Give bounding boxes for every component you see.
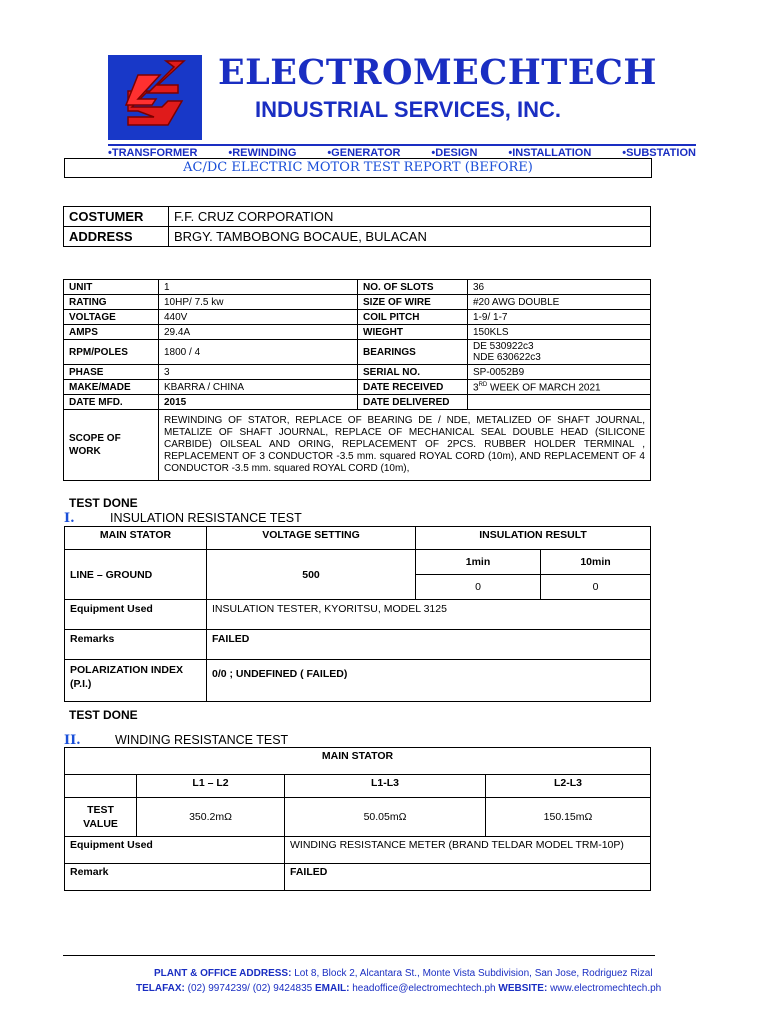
service-item: •TRANSFORMER xyxy=(108,147,198,159)
footer-address xyxy=(154,968,653,979)
equipment-label: Equipment Used xyxy=(65,600,207,630)
empty-cell xyxy=(65,775,137,798)
company-name: ELECTROMECHTECH xyxy=(218,52,657,93)
spec-value xyxy=(468,340,651,365)
col-header: L1 – L2 xyxy=(137,775,285,798)
equipment-value: WINDING RESISTANCE METER (BRAND TELDAR MODEL TRM-10P) xyxy=(285,837,651,864)
spec-value: 440V xyxy=(159,310,358,325)
remark-value: FAILED xyxy=(285,864,651,891)
header-divider xyxy=(108,144,696,146)
spec-label: DATE RECEIVED xyxy=(358,380,468,395)
spec-label: RATING xyxy=(64,295,159,310)
value-l2l3: 150.15mΩ xyxy=(486,798,651,837)
col-header: INSULATION RESULT xyxy=(416,527,651,550)
costumer-value: F.F. CRUZ CORPORATION xyxy=(169,207,651,227)
remark-label: Remark xyxy=(65,864,285,891)
spec-value xyxy=(468,395,651,410)
spec-label: UNIT xyxy=(64,280,159,295)
bearings-de: DE 530922c3 xyxy=(473,341,534,352)
col-header: 10min xyxy=(541,550,651,575)
company-logo xyxy=(108,55,202,140)
spec-label: MAKE/MADE xyxy=(64,380,159,395)
service-item: •DESIGN xyxy=(431,147,478,159)
spec-value: 2015 xyxy=(159,395,358,410)
col-header: L1-L3 xyxy=(285,775,486,798)
value-l1l3: 50.05mΩ xyxy=(285,798,486,837)
telafax-label: TELAFAX: xyxy=(136,983,185,994)
plant-label: PLANT & OFFICE ADDRESS: xyxy=(154,968,292,979)
col-header: MAIN STATOR xyxy=(65,527,207,550)
spec-value: 29.4A xyxy=(159,325,358,340)
spec-value: 1 xyxy=(159,280,358,295)
spec-value: 36 xyxy=(468,280,651,295)
spec-label: SERIAL NO. xyxy=(358,365,468,380)
report-title: AC/DC ELECTRIC MOTOR TEST REPORT (BEFORE) xyxy=(64,158,652,178)
footer-contact xyxy=(136,983,661,994)
spec-label: PHASE xyxy=(64,365,159,380)
insulation-table xyxy=(64,526,651,702)
col-header: MAIN STATOR xyxy=(65,748,651,775)
email-label: EMAIL: xyxy=(315,983,350,994)
spec-value: KBARRA / CHINA xyxy=(159,380,358,395)
received-num: 3 xyxy=(473,382,479,394)
result-1min: 0 xyxy=(416,575,541,600)
equipment-value: INSULATION TESTER, KYORITSU, MODEL 3125 xyxy=(207,600,651,630)
spec-value: SP-0052B9 xyxy=(468,365,651,380)
telafax-value: (02) 9974239/ (02) 9424835 xyxy=(184,983,315,994)
email-link[interactable]: headoffice@electromechtech.ph xyxy=(349,983,499,994)
pi-label: POLARIZATION INDEX (P.I.) xyxy=(65,660,207,702)
bearings-nde: NDE 630622c3 xyxy=(473,352,541,363)
spec-label: BEARINGS xyxy=(358,340,468,365)
spec-label: VOLTAGE xyxy=(64,310,159,325)
spec-value: 150KLS xyxy=(468,325,651,340)
voltage-value: 500 xyxy=(207,550,416,600)
service-item: •GENERATOR xyxy=(327,147,401,159)
spec-value: 1-9/ 1-7 xyxy=(468,310,651,325)
spec-label: AMPS xyxy=(64,325,159,340)
test-done-label: TEST DONE xyxy=(69,496,138,510)
service-item: •INSTALLATION xyxy=(508,147,592,159)
winding-table xyxy=(64,747,651,891)
scope-label: SCOPE OF WORK xyxy=(64,410,159,481)
section-title: INSULATION RESISTANCE TEST xyxy=(110,511,302,525)
motor-spec-table xyxy=(63,279,651,481)
remarks-value: FAILED xyxy=(207,630,651,660)
spec-label: DATE MFD. xyxy=(64,395,159,410)
costumer-label: COSTUMER xyxy=(64,207,169,227)
test-done-label: TEST DONE xyxy=(69,708,138,722)
spec-value xyxy=(468,380,651,395)
col-header: 1min xyxy=(416,550,541,575)
plant-value: Lot 8, Block 2, Alcantara St., Monte Vista Subdivision, San Jose, Rodriguez Rizal xyxy=(291,968,653,979)
spec-label: NO. OF SLOTS xyxy=(358,280,468,295)
address-label: ADDRESS xyxy=(64,227,169,247)
footer-divider xyxy=(63,955,655,956)
website-label: WEBSITE: xyxy=(498,983,548,994)
remarks-label: Remarks xyxy=(65,630,207,660)
section-numeral: II. xyxy=(64,733,81,748)
value-l1l2: 350.2mΩ xyxy=(137,798,285,837)
address-value: BRGY. TAMBOBONG BOCAUE, BULACAN xyxy=(169,227,651,247)
section-title: WINDING RESISTANCE TEST xyxy=(115,733,289,747)
customer-table xyxy=(63,206,651,247)
spec-label: COIL PITCH xyxy=(358,310,468,325)
line-ground-label: LINE – GROUND xyxy=(65,550,207,600)
scope-value: REWINDING OF STATOR, REPLACE OF BEARING DE / NDE, METALIZED OF SHAFT JOURNAL, METALIZE OF SHAFT JOURNAL, REPLACE OF MECHANICAL SEAL DOUBLE HEAD (SILICONE CARBIDE) OILSEAL AND ORING, REPLACEMENT OF 2PCS. RUBBER HOLDER TERMINAL , REPLACEMENT OF 3 CONDUCTOR -3.5 mm. squared ROYAL CORD (10m), AND REPLACEMENT OF 4 CONDUCTOR -3.5 mm. squared ROYAL CORD (10m), xyxy=(159,410,651,481)
result-10min: 0 xyxy=(541,575,651,600)
col-header: L2-L3 xyxy=(486,775,651,798)
spec-value: 10HP/ 7.5 kw xyxy=(159,295,358,310)
equipment-label: Equipment Used xyxy=(65,837,285,864)
spec-label: DATE DELIVERED xyxy=(358,395,468,410)
spec-label: WIEGHT xyxy=(358,325,468,340)
test-value-label: TEST VALUE xyxy=(65,798,137,837)
spec-value: 3 xyxy=(159,365,358,380)
service-item: •SUBSTATION xyxy=(622,147,696,159)
spec-value: 1800 / 4 xyxy=(159,340,358,365)
company-subtitle: INDUSTRIAL SERVICES, INC. xyxy=(255,97,562,122)
spec-value: #20 AWG DOUBLE xyxy=(468,295,651,310)
received-sup: RD xyxy=(478,382,488,389)
spec-label: RPM/POLES xyxy=(64,340,159,365)
section-numeral: I. xyxy=(64,511,75,526)
received-rest: WEEK OF MARCH 2021 xyxy=(487,382,601,394)
website-link[interactable]: www.electromechtech.ph xyxy=(547,983,662,994)
spec-label: SIZE OF WIRE xyxy=(358,295,468,310)
col-header: VOLTAGE SETTING xyxy=(207,527,416,550)
service-item: •REWINDING xyxy=(228,147,297,159)
pi-value: 0/0 ; UNDEFINED ( FAILED) xyxy=(207,660,651,702)
